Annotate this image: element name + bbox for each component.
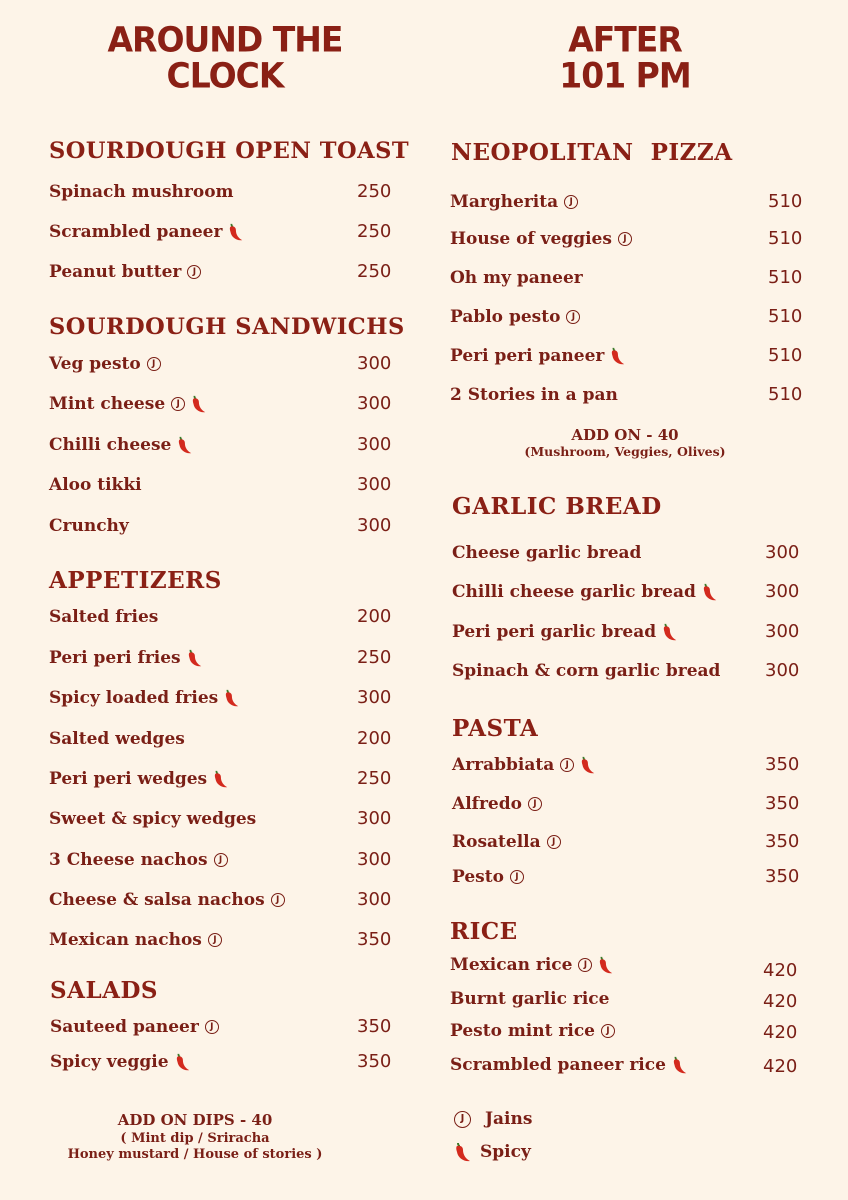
menu-item — [50, 1017, 219, 1037]
jain-icon: J — [208, 933, 222, 947]
menu-item — [452, 582, 718, 602]
legend-jain — [454, 1109, 532, 1129]
menu-item-price: 300 — [357, 353, 392, 374]
menu-item-name: Scrambled paneer — [49, 222, 223, 242]
section-title-appetizers: APPETIZERS — [49, 567, 222, 594]
right-column-title — [500, 19, 750, 96]
menu-item-name: Salted fries — [49, 607, 159, 627]
menu-item — [49, 850, 228, 870]
menu-item — [452, 543, 641, 563]
menu-item-name: Rosatella — [452, 832, 541, 852]
section-title-pizza: NEOPOLITAN PIZZA — [451, 139, 733, 166]
menu-item-price: 420 — [763, 991, 798, 1012]
menu-item — [452, 622, 678, 642]
section-title-pasta: PASTA — [452, 715, 539, 742]
menu-item-price: 300 — [357, 515, 392, 536]
section-title-rice: RICE — [450, 918, 518, 945]
chili-pepper-icon — [578, 755, 596, 775]
menu-item — [49, 222, 244, 242]
menu-item-name: Spinach & corn garlic bread — [452, 661, 721, 681]
dips-addon-line2: Honey mustard / House of stories ) — [67, 1147, 323, 1162]
menu-item-price: 250 — [357, 181, 392, 202]
menu-item-name: Scrambled paneer rice — [450, 1055, 666, 1075]
legend-jain-label: Jains — [485, 1109, 533, 1129]
menu-item-price: 420 — [763, 1022, 798, 1043]
menu-item — [450, 268, 583, 288]
menu-item-price: 350 — [357, 929, 392, 950]
menu-item-name: Peri peri wedges — [49, 769, 208, 789]
pizza-addon-title: ADD ON - 40 — [571, 426, 679, 444]
legend-spicy — [452, 1141, 531, 1163]
menu-item-price: 300 — [357, 849, 392, 870]
menu-item-price: 420 — [763, 960, 798, 981]
menu-item-name: Peri peri garlic bread — [452, 622, 657, 642]
menu-item-price: 350 — [357, 1016, 392, 1037]
jain-icon: J — [601, 1024, 615, 1038]
menu-item — [452, 661, 720, 681]
menu-item — [50, 1052, 191, 1072]
menu-item — [49, 607, 158, 627]
dips-addon-line1: ( Mint dip / Sriracha — [120, 1131, 270, 1146]
menu-item-price: 510 — [768, 191, 803, 212]
menu-item-name: Chilli cheese — [49, 435, 172, 455]
jain-icon: J — [578, 958, 592, 972]
menu-item — [49, 688, 240, 708]
menu-item-name: Spicy veggie — [50, 1052, 169, 1072]
menu-item — [49, 930, 222, 950]
jain-icon: J — [214, 853, 228, 867]
menu-item-name: Chilli cheese garlic bread — [452, 582, 696, 602]
menu-item-price: 510 — [768, 384, 803, 405]
menu-item-name: Salted wedges — [49, 729, 185, 749]
menu-item — [450, 989, 609, 1009]
left-title-line1: AROUND THE — [107, 19, 343, 61]
menu-item-price: 350 — [357, 1051, 392, 1072]
menu-item-price: 300 — [357, 474, 392, 495]
dips-addon-note — [40, 1111, 350, 1162]
menu-item-name: Sauteed paneer — [50, 1017, 199, 1037]
menu-item-name: Peanut butter — [49, 262, 182, 282]
menu-item-name: Alfredo — [452, 794, 522, 814]
menu-item — [450, 229, 632, 249]
menu-item-price: 200 — [357, 606, 392, 627]
menu-item-name: Peri peri paneer — [450, 346, 605, 366]
menu-item — [450, 192, 578, 212]
menu-item-price: 250 — [357, 647, 392, 668]
chili-pepper-icon — [211, 769, 229, 789]
right-title-line1: AFTER — [568, 19, 682, 61]
menu-item-price: 250 — [357, 221, 392, 242]
menu-item — [450, 385, 618, 405]
legend-spicy-label: Spicy — [480, 1142, 531, 1162]
jain-icon: J — [171, 397, 185, 411]
chili-pepper-icon — [175, 435, 193, 455]
chili-pepper-icon — [226, 222, 244, 242]
menu-item-name: Mexican nachos — [49, 930, 202, 950]
menu-item — [49, 890, 285, 910]
menu-item-price: 300 — [765, 621, 800, 642]
menu-item — [452, 794, 542, 814]
jain-icon: J — [618, 232, 632, 246]
menu-item-price: 350 — [765, 793, 800, 814]
left-title-line2: CLOCK — [166, 54, 284, 96]
menu-item-price: 420 — [763, 1056, 798, 1077]
menu-item-name: Crunchy — [49, 516, 129, 536]
menu-item — [49, 516, 129, 536]
menu-item — [450, 346, 626, 366]
menu-item-name: Margherita — [450, 192, 559, 212]
jain-icon: J — [510, 870, 524, 884]
jain-icon: J — [205, 1020, 219, 1034]
menu-item-name: Cheese & salsa nachos — [49, 890, 265, 910]
menu-item — [452, 867, 524, 887]
menu-item-name: Mint cheese — [49, 394, 166, 414]
menu-item-name: Pablo pesto — [450, 307, 561, 327]
chili-pepper-icon — [670, 1055, 688, 1075]
menu-item — [49, 729, 185, 749]
menu-item-name: 2 Stories in a pan — [450, 385, 618, 405]
menu-item-name: Pesto mint rice — [450, 1021, 595, 1041]
menu-item-price: 300 — [765, 581, 800, 602]
menu-item-name: Sweet & spicy wedges — [49, 809, 257, 829]
jain-icon: J — [271, 893, 285, 907]
menu-item-name: Aloo tikki — [49, 475, 142, 495]
menu-item — [49, 262, 201, 282]
jain-icon: J — [564, 195, 578, 209]
chili-pepper-icon — [173, 1052, 191, 1072]
jain-icon: J — [454, 1111, 471, 1128]
menu-item-price: 300 — [765, 660, 800, 681]
jain-icon: J — [547, 835, 561, 849]
section-title-salads: SALADS — [50, 977, 159, 1004]
right-title-line2: 101 PM — [559, 54, 691, 96]
menu-item-price: 510 — [768, 228, 803, 249]
menu-item-price: 350 — [765, 754, 800, 775]
menu-item-name: Cheese garlic bread — [452, 543, 642, 563]
menu-item-price: 200 — [357, 728, 392, 749]
pizza-addon-detail: (Mushroom, Veggies, Olives) — [524, 444, 726, 459]
menu-item-price: 250 — [357, 261, 392, 282]
menu-item — [450, 1055, 688, 1075]
menu-item-price: 300 — [765, 542, 800, 563]
menu-item-price: 250 — [357, 768, 392, 789]
chili-pepper-icon — [185, 648, 203, 668]
section-title-garlic-bread: GARLIC BREAD — [452, 493, 662, 520]
menu-item-price: 300 — [357, 889, 392, 910]
menu-item — [49, 809, 256, 829]
menu-item — [49, 435, 193, 455]
menu-item-price: 300 — [357, 808, 392, 829]
pizza-addon-note — [500, 426, 750, 459]
menu-item-price: 300 — [357, 687, 392, 708]
menu-item-name: 3 Cheese nachos — [49, 850, 208, 870]
jain-icon: J — [560, 758, 574, 772]
jain-icon: J — [566, 310, 580, 324]
menu-item-price: 300 — [357, 393, 392, 414]
section-title-sourdough-toast: SOURDOUGH OPEN TOAST — [49, 138, 410, 164]
menu-item-name: Spinach mushroom — [49, 182, 234, 202]
menu-item — [450, 307, 580, 327]
chili-pepper-icon — [700, 582, 718, 602]
jain-icon: J — [528, 797, 542, 811]
menu-item — [452, 832, 561, 852]
section-title-sourdough-sandwiches: SOURDOUGH SANDWICHS — [49, 314, 405, 340]
menu-item-name: Peri peri fries — [49, 648, 181, 668]
menu-item-name: Burnt garlic rice — [450, 989, 610, 1009]
menu-item-price: 350 — [765, 866, 800, 887]
dips-addon-title: ADD ON DIPS - 40 — [117, 1111, 273, 1129]
menu-item-price: 510 — [768, 345, 803, 366]
menu-item — [49, 648, 203, 668]
menu-item-name: Spicy loaded fries — [49, 688, 219, 708]
menu-item — [450, 955, 614, 975]
menu-item — [49, 475, 142, 495]
chili-pepper-icon — [222, 688, 240, 708]
menu-item-name: Arrabbiata — [452, 755, 555, 775]
menu-item — [49, 354, 161, 374]
menu-item-name: Veg pesto — [49, 354, 141, 374]
chili-pepper-icon — [189, 394, 207, 414]
menu-item-price: 510 — [768, 267, 803, 288]
chili-pepper-icon — [452, 1141, 472, 1163]
chili-pepper-icon — [660, 622, 678, 642]
menu-item-name: House of veggies — [450, 229, 612, 249]
menu-item-name: Oh my paneer — [450, 268, 583, 288]
menu-item — [49, 182, 234, 202]
chili-pepper-icon — [608, 346, 626, 366]
left-column-title — [80, 19, 370, 96]
menu-item — [450, 1021, 615, 1041]
chili-pepper-icon — [596, 955, 614, 975]
menu-item — [49, 394, 207, 414]
menu-item-price: 350 — [765, 831, 800, 852]
jain-icon: J — [147, 357, 161, 371]
menu-item-name: Mexican rice — [450, 955, 573, 975]
menu-item-name: Pesto — [452, 867, 504, 887]
menu-item-price: 300 — [357, 434, 392, 455]
menu-item-price: 510 — [768, 306, 803, 327]
jain-icon: J — [187, 265, 201, 279]
menu-item — [49, 769, 229, 789]
menu-item — [452, 755, 596, 775]
